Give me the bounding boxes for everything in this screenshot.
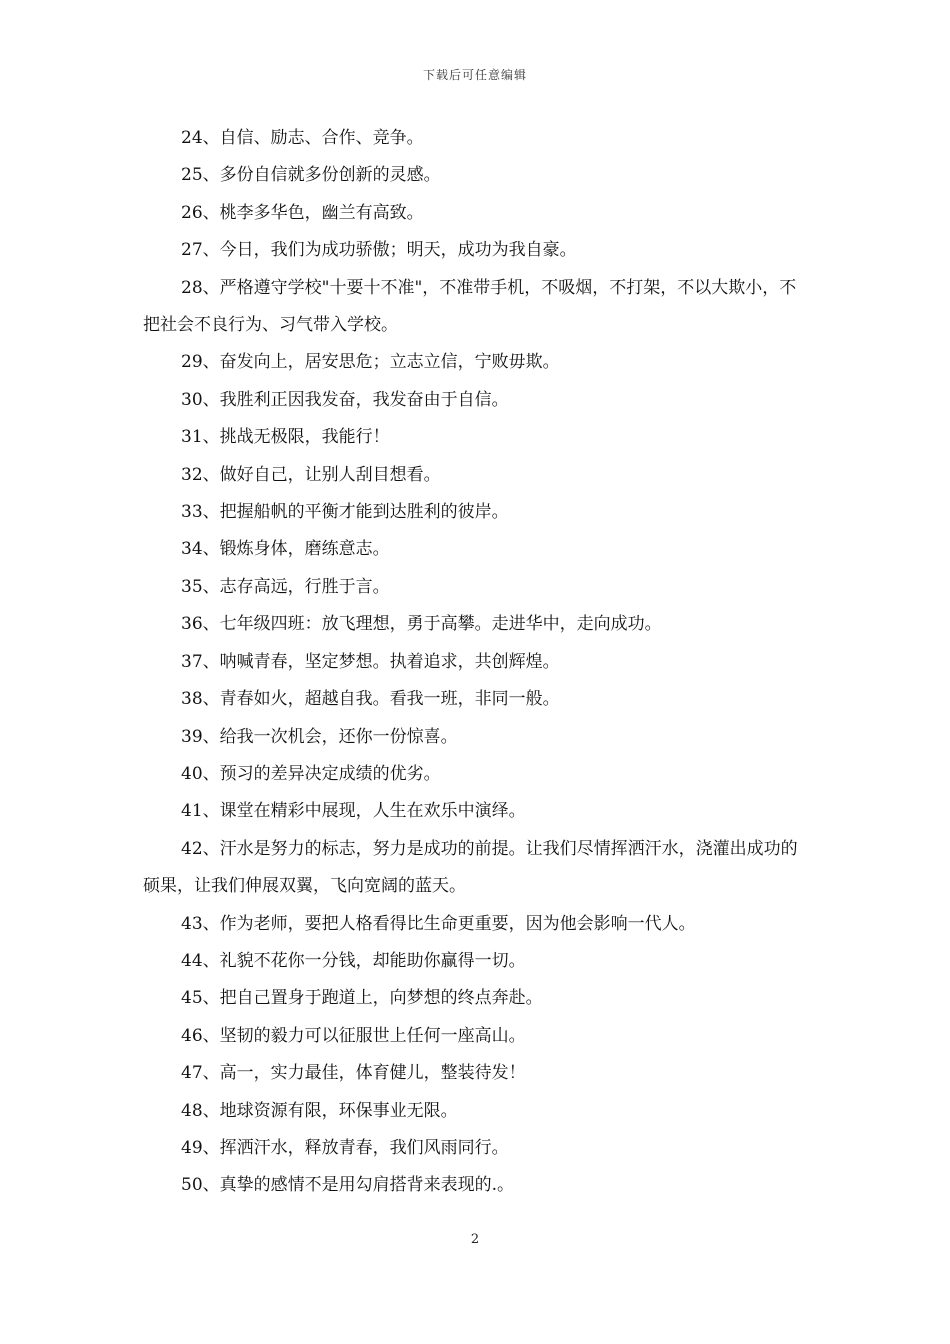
list-item: 34、锻炼身体，磨练意志。 bbox=[181, 539, 390, 560]
list-item: 49、挥洒汗水，释放青春，我们风雨同行。 bbox=[181, 1137, 509, 1158]
list-item: 46、坚韧的毅力可以征服世上任何一座高山。 bbox=[181, 1025, 526, 1046]
list-item: 41、课堂在精彩中展现，人生在欢乐中演绎。 bbox=[181, 801, 526, 822]
list-item: 27、今日，我们为成功骄傲；明天，成功为我自豪。 bbox=[181, 240, 577, 261]
list-item: 29、奋发向上，居安思危；立志立信，宁败毋欺。 bbox=[181, 352, 560, 373]
list-item: 32、做好自己，让别人刮目想看。 bbox=[181, 464, 441, 485]
list-item: 43、作为老师，要把人格看得比生命更重要，因为他会影响一代人。 bbox=[181, 913, 696, 934]
list-item: 44、礼貌不花你一分钱，却能助你赢得一切。 bbox=[181, 950, 526, 971]
list-item: 25、多份自信就多份创新的灵感。 bbox=[181, 165, 441, 186]
list-item: 47、高一，实力最佳，体育健儿，整装待发！ bbox=[181, 1063, 526, 1084]
list-item: 33、把握船帆的平衡才能到达胜利的彼岸。 bbox=[181, 502, 509, 523]
list-item: 39、给我一次机会，还你一份惊喜。 bbox=[181, 726, 458, 747]
list-item: 36、七年级四班：放飞理想，勇于高攀。走进华中，走向成功。 bbox=[181, 614, 662, 635]
page-number: 2 bbox=[470, 1232, 480, 1247]
list-item: 24、自信、励志、合作、竞争。 bbox=[181, 128, 424, 148]
list-item: 38、青春如火，超越自我。看我一班，非同一般。 bbox=[181, 689, 560, 710]
list-item: 37、呐喊青春，坚定梦想。执着追求，共创辉煌。 bbox=[181, 651, 560, 672]
list-item: 31、挑战无极限，我能行！ bbox=[181, 427, 390, 448]
document-body bbox=[143, 120, 813, 1205]
list-item: 42、汗水是努力的标志，努力是成功的前提。让我们尽情挥洒汗水，浇灌出成功的硕果，让我们伸展双翼，飞向宽阔的蓝天。 bbox=[143, 838, 798, 897]
list-item: 45、把自己置身于跑道上，向梦想的终点奔赴。 bbox=[181, 988, 543, 1009]
list-item: 48、地球资源有限，环保事业无限。 bbox=[181, 1100, 458, 1121]
list-item: 40、预习的差异决定成绩的优劣。 bbox=[181, 763, 441, 784]
list-item: 26、桃李多华色，幽兰有高致。 bbox=[181, 202, 424, 223]
page-header: 下载后可任意编辑 bbox=[422, 68, 527, 82]
list-item: 30、我胜利正因我发奋，我发奋由于自信。 bbox=[181, 389, 509, 410]
list-item: 28、严格遵守学校"十要十不准"，不准带手机，不吸烟，不打架，不以大欺小，不把社会不良行为、习气带入学校。 bbox=[143, 277, 797, 336]
list-item: 35、志存高远，行胜于言。 bbox=[181, 576, 390, 597]
list-item: 50、真挚的感情不是用勾肩搭背来表现的.。 bbox=[181, 1175, 515, 1196]
